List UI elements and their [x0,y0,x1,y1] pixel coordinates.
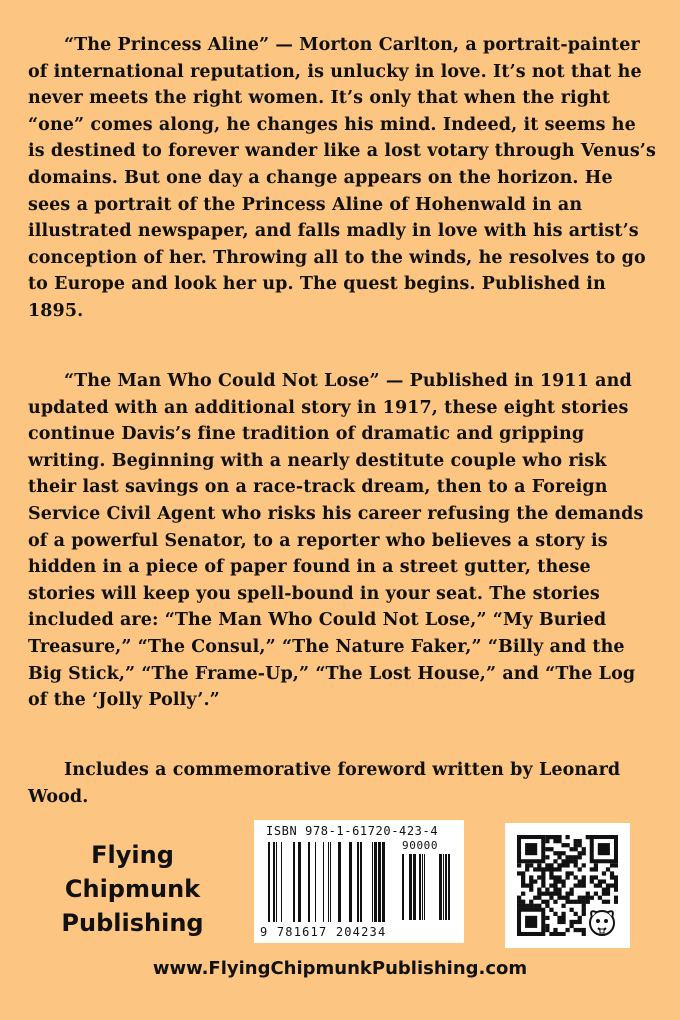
isbn-barcode [254,820,464,943]
publisher-website-link[interactable]: www.FlyingChipmunkPublishing.com [152,958,528,979]
barcode-icon [268,842,392,922]
publisher-line-1: Flying [91,841,174,869]
description-paragraph-man-who-could-not-lose: “The Man Who Could Not Lose” — Published in 1911 and updated with an additional story in 1917, these eight stories continue Davis’s fine tradition of dramatic and gripping writing. Beginning with a nearly destitute couple who risk their last savings on a race-track dream, then to a Foreign Service Civil Agent who risks his career refusing the demands of a powerful Senator, to a reporter who believes a story is hidden in a piece of paper found in a street gutter, these stories will keep you spell-bound in your seat. The stories included are: “The Man Who Could Not Lose,” “My Buried Treasure,” “The Consul,” “The Nature Faker,” “Billy and the Big Stick,” “The Frame-Up,” “The Lost House,” and “The Log of the ‘Jolly Polly’.” [28,371,644,711]
barcode-addon-digits: 90000 [402,839,439,852]
publisher-line-2: Chipmunk [64,875,201,903]
chipmunk-mascot-icon [585,905,619,939]
description-paragraph-foreword: Includes a commemorative foreword written by Leonard Wood. [28,760,621,807]
isbn-label: ISBN 978-1-61720-423-4 [266,824,439,838]
description-paragraph-princess-aline: “The Princess Aline” — Morton Carlton, a portrait-painter of international reputation, is unlucky in love. It’s not that he never meets the right women. It’s only that when the right “one” comes along, he changes his mind. Indeed, it seems he is destined to forever wander like a lost votary through Venus’s domains. But one day a change appears on the horizon. He sees a portrait of the Princess Aline of Hohenwald in an illustrated newspaper, and falls madly in love with his artist’s conception of her. Throwing all to the winds, he resolves to go to Europe and look her up. The quest begins. Published in 1895. [28,35,656,321]
barcode-addon-bars [402,854,454,920]
publisher-name [40,838,225,940]
qr-code [505,823,630,948]
publisher-line-3: Publishing [61,909,204,937]
barcode-digits: 9 781617 204234 [260,925,387,939]
